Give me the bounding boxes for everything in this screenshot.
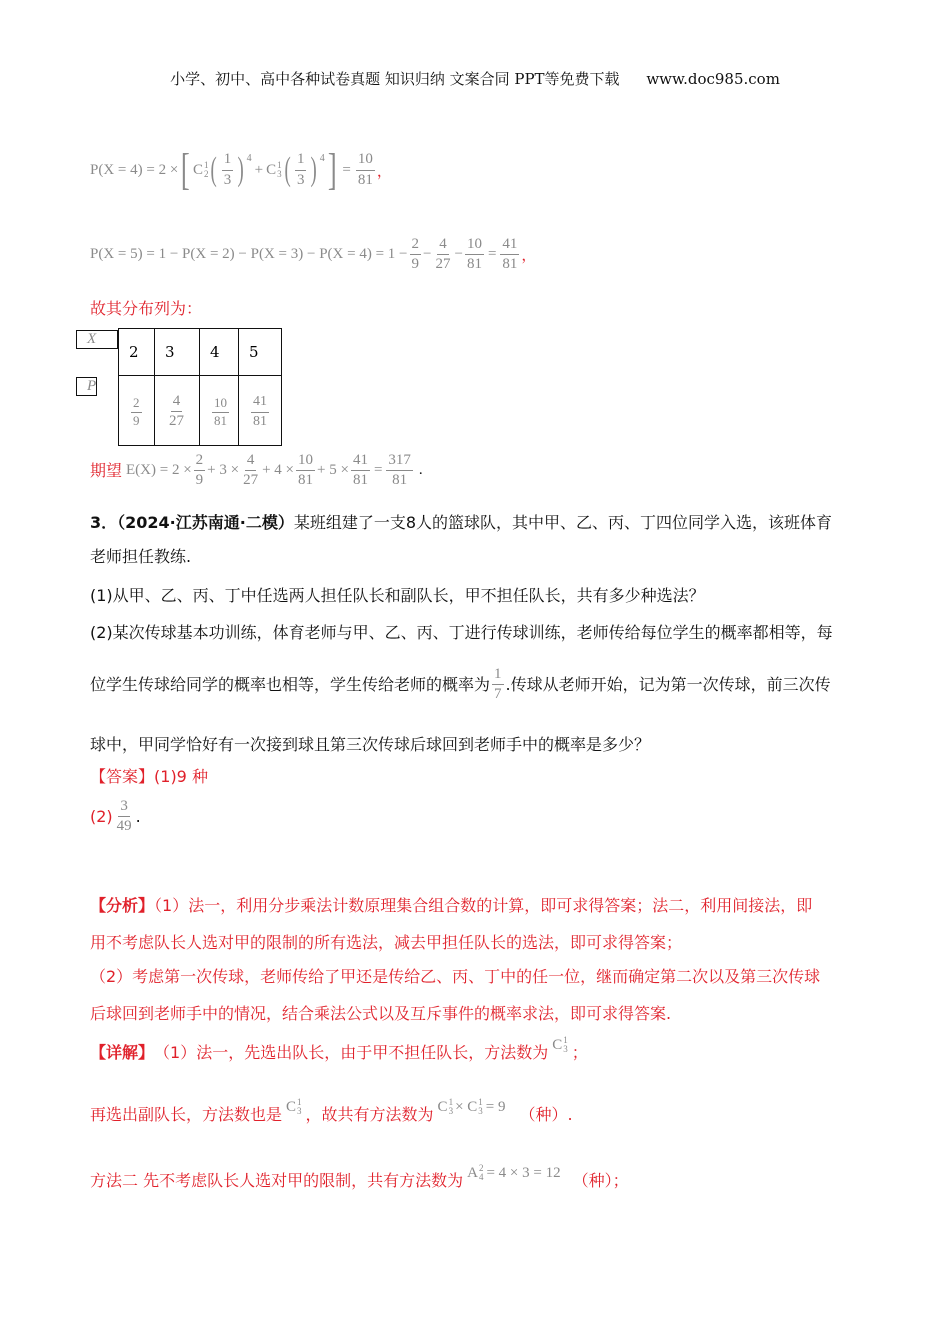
table-row-p [76, 376, 282, 446]
right-paren-2: ) [310, 151, 318, 188]
table-header-x: X [76, 330, 118, 349]
left-bracket: [ [181, 145, 191, 194]
p5-minus-1: − [423, 246, 432, 263]
expectation-formula: E(X) = 2 × $\frac{2}{9}$ + 3 × $\frac{4}{27}$ + 4 × $\frac{10}{81}$ + 5 × $\frac{41}{81}$ = $\frac{317}{81}$ . [126, 452, 423, 489]
table-cell-x-2: 3 [155, 329, 200, 376]
p4-plus: + [254, 161, 264, 178]
p5-frac-1: $\frac{2}{9}$ [411, 236, 420, 273]
table-cell-p-4: $\frac{41}{81}$ [239, 376, 282, 446]
analysis-line-1: 【分析】（1）法一，利用分步乘法计数原理集合组合数的计算，即可求得答案；法二，利用间接法，即 [90, 896, 813, 915]
right-paren: ) [237, 151, 245, 188]
page-header [0, 68, 950, 89]
problem-question-2c: 球中，甲同学恰好有一次接到球且第三次传球后球回到老师手中的概率是多少？ [90, 735, 651, 754]
right-bracket: ] [327, 145, 337, 194]
p5-frac-3: $\frac{10}{81}$ [466, 236, 482, 273]
analysis-line-4: 后球回到老师手中的情况，结合乘法公式以及互斥事件的概率求法，即可求得答案. [90, 1004, 672, 1023]
expectation-line [90, 452, 423, 490]
analysis-line-2: 用不考虑队长人选对甲的限制的所有选法，减去甲担任队长的选法，即可求得答案； [90, 933, 683, 952]
problem-question-2a: (2)某次传球基本功训练，体育老师与甲、乙、丙、丁进行传球训练，老师传给每位学生的概率都相等，每 [90, 623, 833, 642]
problem-question-2b: 位学生传球给同学的概率也相等，学生传给老师的概率为 $\frac{1}{7}$ .传球从老师开始，记为第一次传球，前三次传 [90, 666, 831, 703]
p4-result: $\frac{10}{81}$ [357, 151, 373, 188]
problem-number: 3． [90, 513, 118, 532]
table-header-p: P [76, 377, 97, 396]
problem-text-2: 老师担任教练. [90, 547, 192, 566]
answer-label: 【答案】 [90, 767, 155, 786]
problem-text-1: 某班组建了一支8人的篮球队，其中甲、乙、丙、丁四位同学入选，该班体育 [293, 513, 833, 532]
p5-comma: ， [521, 248, 537, 265]
problem-source: （2024·江苏南通·二模） [117, 513, 294, 532]
p4-power: 4 [246, 152, 252, 164]
p5-frac-2: $\frac{4}{27}$ [435, 236, 451, 273]
detail-line-1: 【详解】 （1）法一，先选出队长，由于甲不担任队长，方法数为 C 1 3 ； [90, 1035, 588, 1062]
answer-line-2: (2) $\frac{3}{49}$ . [90, 798, 141, 835]
p4-c2-indices: 1 3 [277, 160, 282, 179]
header-site: www.doc985.com [646, 70, 780, 88]
p4-comma: ， [376, 163, 392, 180]
distribution-intro: 故其分布列为： [90, 299, 203, 318]
p5-result: $\frac{41}{81}$ [502, 236, 518, 273]
table-row-x [76, 329, 282, 376]
p4-fraction-one-third-2: $\frac{1}{3}$ [296, 151, 305, 188]
equation-p4 [90, 145, 392, 194]
analysis-line-3: （2）考虑第一次传球，老师传给了甲还是传给乙、丙、丁中的任一位，继而确定第二次以及第三次传球 [90, 967, 821, 986]
detail-label: 【详解】 [90, 1043, 155, 1062]
p4-fraction-one-third: $\frac{1}{3}$ [223, 151, 232, 188]
problem-statement-line1 [90, 512, 870, 534]
detail-line-3: 方法二 先不考虑队长人选对甲的限制，共有方法数为 A 2 4 = 4 × 3 = 12 （种）； [90, 1163, 629, 1190]
answer-line-1 [90, 766, 208, 788]
p5-minus-2: − [454, 246, 463, 263]
left-paren-2: ( [284, 151, 291, 188]
p5-equals: = [487, 246, 497, 263]
equation-p5 [90, 236, 536, 274]
left-paren: ( [211, 151, 218, 188]
problem-question-1: (1)从甲、乙、丙、丁中任选两人担任队长和副队长，甲不担任队长，共有多少种选法？ [90, 586, 705, 605]
table-cell-p-3: $\frac{10}{81}$ [200, 376, 239, 446]
header-text: 小学、初中、高中各种试卷真题 知识归纳 文案合同 PPT等免费下载 [170, 70, 620, 88]
analysis-label: 【分析】 [90, 896, 155, 915]
expectation-label: 期望 [90, 460, 123, 480]
table-cell-x-1: 2 [119, 329, 155, 376]
distribution-table [76, 328, 282, 446]
p4-lhs: P(X = 4) = 2 × [90, 161, 179, 178]
detail-line-2: 再选出副队长，方法数也是 C 1 3 ，故共有方法数为 C 1 3 × C 1 3 = 9 （种）. [90, 1097, 573, 1124]
p4-c-symbol-2: C [266, 161, 277, 178]
table-cell-x-4: 5 [239, 329, 282, 376]
table-cell-x-3: 4 [200, 329, 239, 376]
p4-power-2: 4 [319, 152, 325, 164]
p4-equals: = [342, 161, 351, 178]
table-cell-p-2: $\frac{4}{27}$ [155, 376, 200, 446]
answer-1: (1)9 种 [154, 767, 208, 786]
table-cell-p-1: $\frac{2}{9}$ [119, 376, 155, 446]
p5-lhs: P(X = 5) = 1 − P(X = 2) − P(X = 3) − P(X = 4) = 1 − [90, 246, 408, 263]
p4-c-symbol: C [192, 161, 203, 178]
p4-c1-indices: 1 2 [203, 160, 209, 179]
